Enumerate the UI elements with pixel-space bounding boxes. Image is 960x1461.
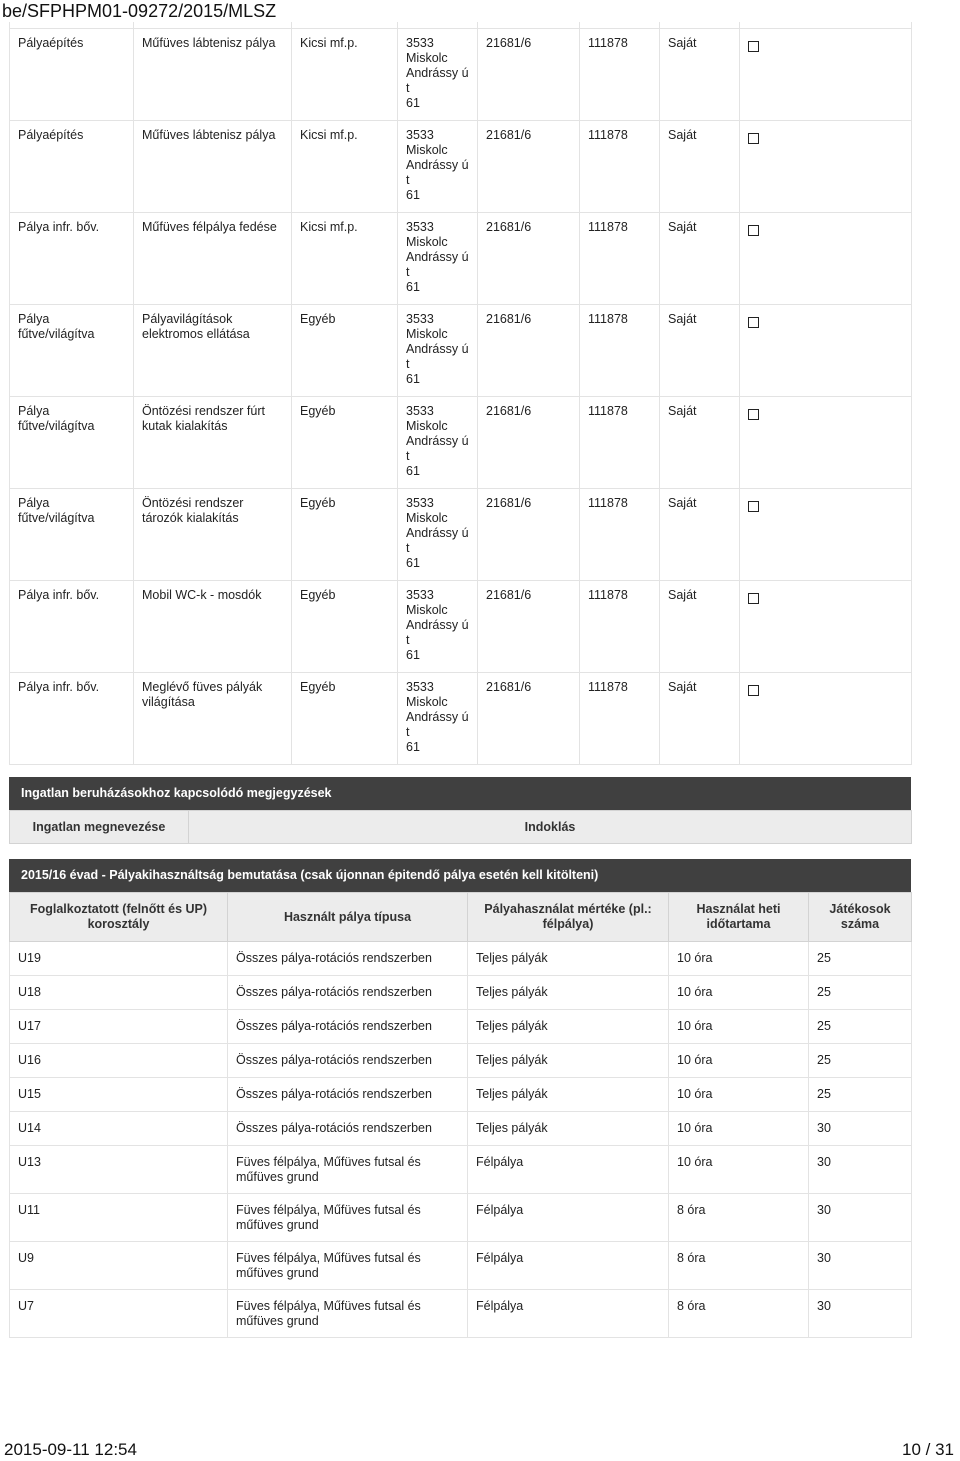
facility-type: Kicsi mf.p. <box>292 29 398 121</box>
facility-description: Pályavilágítások elektromos ellátása <box>134 305 292 397</box>
facility-address <box>398 29 478 121</box>
notes-table <box>9 810 912 844</box>
facility-category: Pálya fűtve/világítva <box>10 489 134 581</box>
notes-col-name-header: Ingatlan megnevezése <box>10 811 189 844</box>
address-line: t <box>406 81 410 95</box>
usage-players: 30 <box>809 1194 912 1242</box>
facility-hrsz: 21681/6 <box>478 305 580 397</box>
facility-ownership: Saját <box>660 397 740 489</box>
usage-table <box>9 892 912 1338</box>
facility-description: Öntözési rendszer tározók kialakítás <box>134 489 292 581</box>
address-line: Andrássy ú <box>406 158 469 172</box>
facility-area: 111878 <box>580 673 660 765</box>
address-line: 61 <box>406 740 420 754</box>
address-line: Andrássy ú <box>406 342 469 356</box>
usage-duration: 10 óra <box>669 1112 809 1146</box>
usage-extent: Teljes pályák <box>468 1044 669 1078</box>
usage-age: U17 <box>10 1010 228 1044</box>
table-row <box>10 305 912 397</box>
facility-checkbox-cell <box>740 397 912 489</box>
address-line: t <box>406 725 410 739</box>
facility-address <box>398 397 478 489</box>
facility-address <box>398 489 478 581</box>
facility-description: Műfüves lábtenisz pálya <box>134 29 292 121</box>
usage-extent: Teljes pályák <box>468 1112 669 1146</box>
address-line: 3533 <box>406 496 434 510</box>
usage-header-extent: Pályahasználat mértéke (pl.: félpálya) <box>468 893 669 942</box>
usage-duration: 8 óra <box>669 1290 809 1338</box>
usage-age: U13 <box>10 1146 228 1194</box>
table-row <box>10 29 912 121</box>
usage-players: 25 <box>809 976 912 1010</box>
table-row <box>10 976 912 1010</box>
facility-ownership: Saját <box>660 673 740 765</box>
address-line: 3533 <box>406 404 434 418</box>
facility-checkbox-cell <box>740 29 912 121</box>
facility-address <box>398 121 478 213</box>
usage-extent: Teljes pályák <box>468 1010 669 1044</box>
usage-field-type: Füves félpálya, Műfüves futsal és műfüves grund <box>228 1146 468 1194</box>
usage-field-type: Összes pálya-rotációs rendszerben <box>228 1010 468 1044</box>
table-row <box>10 489 912 581</box>
checkbox[interactable] <box>748 317 759 328</box>
address-line: 3533 <box>406 680 434 694</box>
facility-ownership: Saját <box>660 581 740 673</box>
usage-age: U7 <box>10 1290 228 1338</box>
document-id-header: be/SFPHPM01-09272/2015/MLSZ <box>2 1 277 21</box>
address-line: 61 <box>406 464 420 478</box>
facility-description: Mobil WC-k - mosdók <box>134 581 292 673</box>
address-line: Andrássy ú <box>406 434 469 448</box>
address-line: Miskolc <box>406 51 448 65</box>
facility-category: Pálya fűtve/világítva <box>10 305 134 397</box>
table-row <box>10 1044 912 1078</box>
usage-age: U9 <box>10 1242 228 1290</box>
usage-players: 30 <box>809 1112 912 1146</box>
facility-hrsz: 21681/6 <box>478 121 580 213</box>
usage-section-title: 2015/16 évad - Pályakihasználtság bemutatása (csak újonnan épitendő pálya esetén kell kitölteni) <box>9 859 911 892</box>
table-row <box>10 1010 912 1044</box>
usage-field-type: Összes pálya-rotációs rendszerben <box>228 1112 468 1146</box>
address-line: 3533 <box>406 220 434 234</box>
facility-category: Pályaépítés <box>10 29 134 121</box>
facility-type: Egyéb <box>292 397 398 489</box>
footer-page-number: 10 / 31 <box>902 1440 954 1459</box>
address-line: 61 <box>406 372 420 386</box>
facility-ownership: Saját <box>660 305 740 397</box>
address-line: 3533 <box>406 312 434 326</box>
table-row <box>10 121 912 213</box>
facility-checkbox-cell <box>740 581 912 673</box>
table-row <box>10 1078 912 1112</box>
facility-type: Egyéb <box>292 305 398 397</box>
address-line: t <box>406 265 410 279</box>
usage-duration: 10 óra <box>669 976 809 1010</box>
table-row <box>10 1290 912 1338</box>
usage-field-type: Összes pálya-rotációs rendszerben <box>228 942 468 976</box>
facility-hrsz: 21681/6 <box>478 213 580 305</box>
notes-section-title: Ingatlan beruházásokhoz kapcsolódó megjegyzések <box>9 777 911 810</box>
usage-age: U16 <box>10 1044 228 1078</box>
address-line: 61 <box>406 648 420 662</box>
facility-ownership: Saját <box>660 121 740 213</box>
address-line: Andrássy ú <box>406 250 469 264</box>
address-line: t <box>406 449 410 463</box>
table-row <box>10 1242 912 1290</box>
facility-address <box>398 581 478 673</box>
address-line: Miskolc <box>406 695 448 709</box>
address-line: 61 <box>406 280 420 294</box>
notes-col-reason-header: Indoklás <box>189 811 912 844</box>
facility-ownership: Saját <box>660 213 740 305</box>
usage-duration: 8 óra <box>669 1194 809 1242</box>
checkbox[interactable] <box>748 133 759 144</box>
checkbox[interactable] <box>748 685 759 696</box>
facility-area: 111878 <box>580 397 660 489</box>
usage-field-type: Összes pálya-rotációs rendszerben <box>228 976 468 1010</box>
usage-age: U11 <box>10 1194 228 1242</box>
facility-type: Egyéb <box>292 489 398 581</box>
usage-age: U19 <box>10 942 228 976</box>
facility-area: 111878 <box>580 489 660 581</box>
facility-description: Műfüves félpálya fedése <box>134 213 292 305</box>
usage-players: 25 <box>809 1078 912 1112</box>
usage-age: U14 <box>10 1112 228 1146</box>
facility-category: Pálya infr. bőv. <box>10 673 134 765</box>
facility-category: Pálya fűtve/világítva <box>10 397 134 489</box>
facility-checkbox-cell <box>740 489 912 581</box>
usage-field-type: Füves félpálya, Műfüves futsal és műfüves grund <box>228 1290 468 1338</box>
usage-age: U18 <box>10 976 228 1010</box>
table-row <box>10 673 912 765</box>
facility-checkbox-cell <box>740 121 912 213</box>
address-line: 3533 <box>406 128 434 142</box>
facility-hrsz: 21681/6 <box>478 29 580 121</box>
facility-hrsz: 21681/6 <box>478 489 580 581</box>
facility-hrsz: 21681/6 <box>478 397 580 489</box>
facility-category: Pálya infr. bőv. <box>10 581 134 673</box>
facility-type: Kicsi mf.p. <box>292 121 398 213</box>
address-line: Andrássy ú <box>406 618 469 632</box>
address-line: Miskolc <box>406 143 448 157</box>
facility-type: Kicsi mf.p. <box>292 213 398 305</box>
usage-players: 25 <box>809 1044 912 1078</box>
facility-description: Műfüves lábtenisz pálya <box>134 121 292 213</box>
table-row <box>10 942 912 976</box>
address-line: Miskolc <box>406 235 448 249</box>
checkbox[interactable] <box>748 501 759 512</box>
address-line: Miskolc <box>406 603 448 617</box>
facility-hrsz: 21681/6 <box>478 581 580 673</box>
usage-duration: 10 óra <box>669 1146 809 1194</box>
address-line: t <box>406 357 410 371</box>
usage-header-duration: Használat heti időtartama <box>669 893 809 942</box>
usage-field-type: Összes pálya-rotációs rendszerben <box>228 1078 468 1112</box>
usage-duration: 8 óra <box>669 1242 809 1290</box>
checkbox[interactable] <box>748 593 759 604</box>
address-line: Andrássy ú <box>406 526 469 540</box>
facility-type: Egyéb <box>292 581 398 673</box>
usage-players: 25 <box>809 1010 912 1044</box>
address-line: 61 <box>406 96 420 110</box>
facility-description: Öntözési rendszer fúrt kutak kialakítás <box>134 397 292 489</box>
facility-category: Pályaépítés <box>10 121 134 213</box>
address-line: t <box>406 541 410 555</box>
facility-hrsz: 21681/6 <box>478 673 580 765</box>
address-line: Miskolc <box>406 327 448 341</box>
usage-field-type: Összes pálya-rotációs rendszerben <box>228 1044 468 1078</box>
address-line: t <box>406 633 410 647</box>
facility-area: 111878 <box>580 305 660 397</box>
usage-duration: 10 óra <box>669 1078 809 1112</box>
address-line: Miskolc <box>406 419 448 433</box>
usage-extent: Félpálya <box>468 1290 669 1338</box>
checkbox[interactable] <box>748 225 759 236</box>
address-line: 3533 <box>406 588 434 602</box>
usage-extent: Félpálya <box>468 1242 669 1290</box>
facility-table <box>9 22 912 765</box>
table-row <box>10 1146 912 1194</box>
table-row <box>10 397 912 489</box>
facility-checkbox-cell <box>740 305 912 397</box>
facility-ownership: Saját <box>660 489 740 581</box>
address-line: 61 <box>406 188 420 202</box>
usage-duration: 10 óra <box>669 1010 809 1044</box>
facility-address <box>398 305 478 397</box>
address-line: Miskolc <box>406 511 448 525</box>
usage-extent: Teljes pályák <box>468 976 669 1010</box>
usage-field-type: Füves félpálya, Műfüves futsal és műfüves grund <box>228 1242 468 1290</box>
facility-area: 111878 <box>580 29 660 121</box>
usage-extent: Félpálya <box>468 1194 669 1242</box>
table-row <box>10 1194 912 1242</box>
facility-ownership: Saját <box>660 29 740 121</box>
usage-duration: 10 óra <box>669 942 809 976</box>
facility-checkbox-cell <box>740 213 912 305</box>
address-line: 3533 <box>406 36 434 50</box>
facility-description: Meglévő füves pályák világítása <box>134 673 292 765</box>
address-line: 61 <box>406 556 420 570</box>
usage-extent: Teljes pályák <box>468 1078 669 1112</box>
facility-checkbox-cell <box>740 673 912 765</box>
checkbox[interactable] <box>748 409 759 420</box>
table-row <box>10 581 912 673</box>
usage-age: U15 <box>10 1078 228 1112</box>
usage-field-type: Füves félpálya, Műfüves futsal és műfüves grund <box>228 1194 468 1242</box>
checkbox[interactable] <box>748 41 759 52</box>
facility-category: Pálya infr. bőv. <box>10 213 134 305</box>
address-line: Andrássy ú <box>406 710 469 724</box>
address-line: t <box>406 173 410 187</box>
usage-extent: Félpálya <box>468 1146 669 1194</box>
address-line: Andrássy ú <box>406 66 469 80</box>
usage-players: 30 <box>809 1146 912 1194</box>
facility-area: 111878 <box>580 213 660 305</box>
usage-extent: Teljes pályák <box>468 942 669 976</box>
facility-address <box>398 673 478 765</box>
facility-area: 111878 <box>580 581 660 673</box>
table-row <box>10 213 912 305</box>
facility-type: Egyéb <box>292 673 398 765</box>
usage-players: 25 <box>809 942 912 976</box>
usage-header-players: Játékosok száma <box>809 893 912 942</box>
usage-players: 30 <box>809 1242 912 1290</box>
footer-timestamp: 2015-09-11 12:54 <box>4 1440 137 1459</box>
usage-header-field: Használt pálya típusa <box>228 893 468 942</box>
table-row <box>10 1112 912 1146</box>
usage-duration: 10 óra <box>669 1044 809 1078</box>
facility-address <box>398 213 478 305</box>
usage-players: 30 <box>809 1290 912 1338</box>
facility-area: 111878 <box>580 121 660 213</box>
usage-header-age: Foglalkoztatott (felnőtt és UP) korosztály <box>10 893 228 942</box>
